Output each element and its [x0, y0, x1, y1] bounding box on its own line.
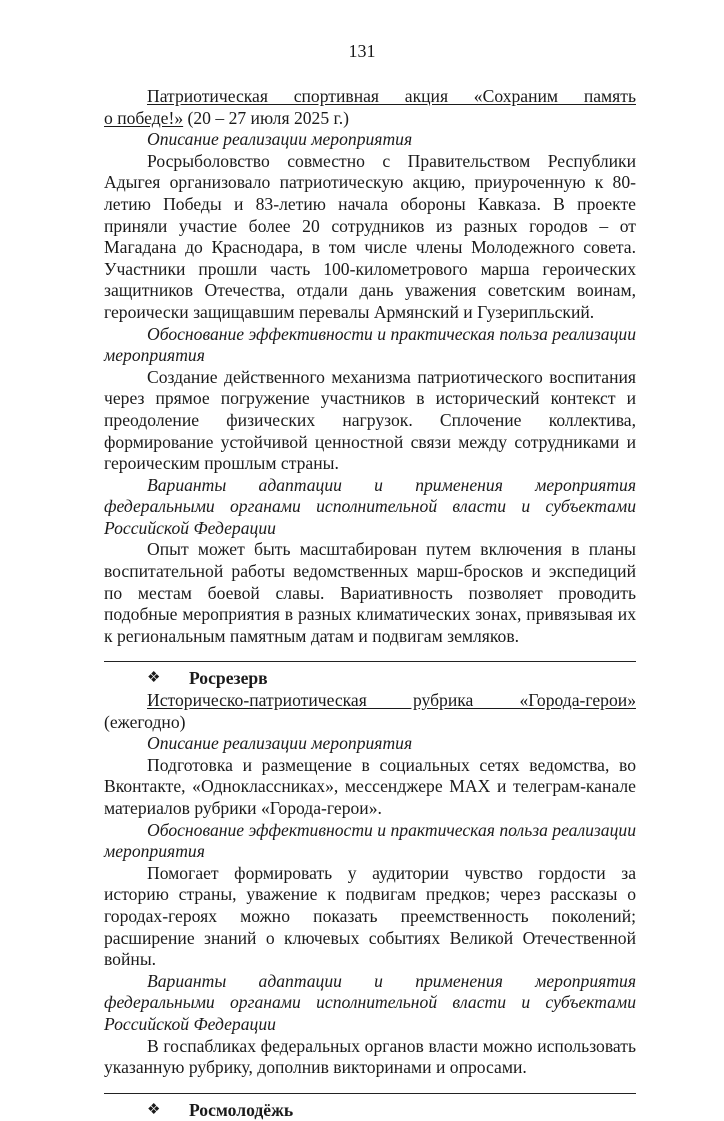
desc-heading-2: Описание реализации мероприятия — [147, 733, 413, 754]
desc-text-2: Подготовка и размещение в социальных сетях ведомства, во Вконтакте, «Одноклассниках», мессенджере MAX и телеграм-канале материалов рубрики «Города-герои». — [104, 754, 636, 818]
agency-name: Росмолодёжь — [189, 1099, 294, 1120]
event-title-2: Историческо-патриотическая рубрика «Города-герои» (ежегодно) — [104, 690, 636, 732]
agency-name: Росрезерв — [189, 668, 268, 689]
justification-heading-1: Обоснование эффективности и практическая польза реализации мероприятия — [104, 323, 636, 366]
section-heading-rosrezerv — [104, 668, 636, 690]
justification-text-2: Помогает формировать у аудитории чувство гордости за историю страны, уважение к подвигам предков; через рассказы о городах-героях можно показать преемственность поколений; расширение знаний о ключевых событиях Великой Отечественной войны. — [104, 862, 636, 970]
adaptation-heading-2: Варианты адаптации и применения мероприятия федеральными органами исполнительной власти и субъектами Российской Федерации — [104, 970, 636, 1034]
adaptation-text-1: Опыт может быть масштабирован путем включения в планы воспитательной работы ведомственных марш-бросков и экспедиций по местам боевой славы. Вариативность позволяет проводить подобные мероприятия в разных климатических зонах, привязывая их к региональным памятным датам и подвигам земляков. — [104, 539, 636, 646]
justification-heading-2: Обоснование эффективности и практическая польза реализации мероприятия — [104, 819, 636, 862]
page-number: 131 — [348, 41, 376, 61]
section-heading-rosmolodezh — [104, 1100, 636, 1121]
event-title-1-underlined: Патриотическая спортивная акция «Сохраним память — [147, 86, 636, 106]
event-title-1 — [104, 86, 636, 108]
adaptation-text-2: В госпабликах федеральных органов власти можно использовать указанную рубрику, дополнив викторинами и опросами. — [104, 1035, 636, 1078]
diamond-bullet-icon: ❖ — [147, 1101, 161, 1118]
event-title-1-cont: о победе!» (20 – 27 июля 2025 г.) — [104, 107, 350, 128]
desc-text-1: Росрыболовство совместно с Правительством Республики Адыгея организовало патриотическую акцию, приуроченную к 80-летию Победы и 83-летию начала обороны Кавказа. В проекте приняли участие более 20 сотрудников из разных городов – от Магадана до Краснодара, в том числе члены Молодежного совета. Участники прошли часть 100-километрового марша героических защитников Отечества, отдали дань уважения советским воинам, героически защищавшим перевалы Армянский и Гузерипльский. — [104, 150, 636, 322]
document-body — [104, 86, 636, 1121]
justification-text-1: Создание действенного механизма патриотического воспитания через прямое погружение участников в исторический контекст и преодоление физических нагрузок. Сплочение коллектива, формирование устойчивой ценностной связи между сотрудниками и героическим прошлым страны. — [104, 366, 636, 474]
adaptation-heading-1: Варианты адаптации и применения мероприятия федеральными органами исполнительной власти и субъектами Российской Федерации — [104, 474, 636, 538]
desc-heading-1: Описание реализации мероприятия — [147, 129, 413, 150]
event-dates-1: (20 – 27 июля 2025 г.) — [183, 107, 350, 128]
event-frequency-2: (ежегодно) — [104, 711, 186, 732]
diamond-bullet-icon: ❖ — [147, 670, 161, 687]
